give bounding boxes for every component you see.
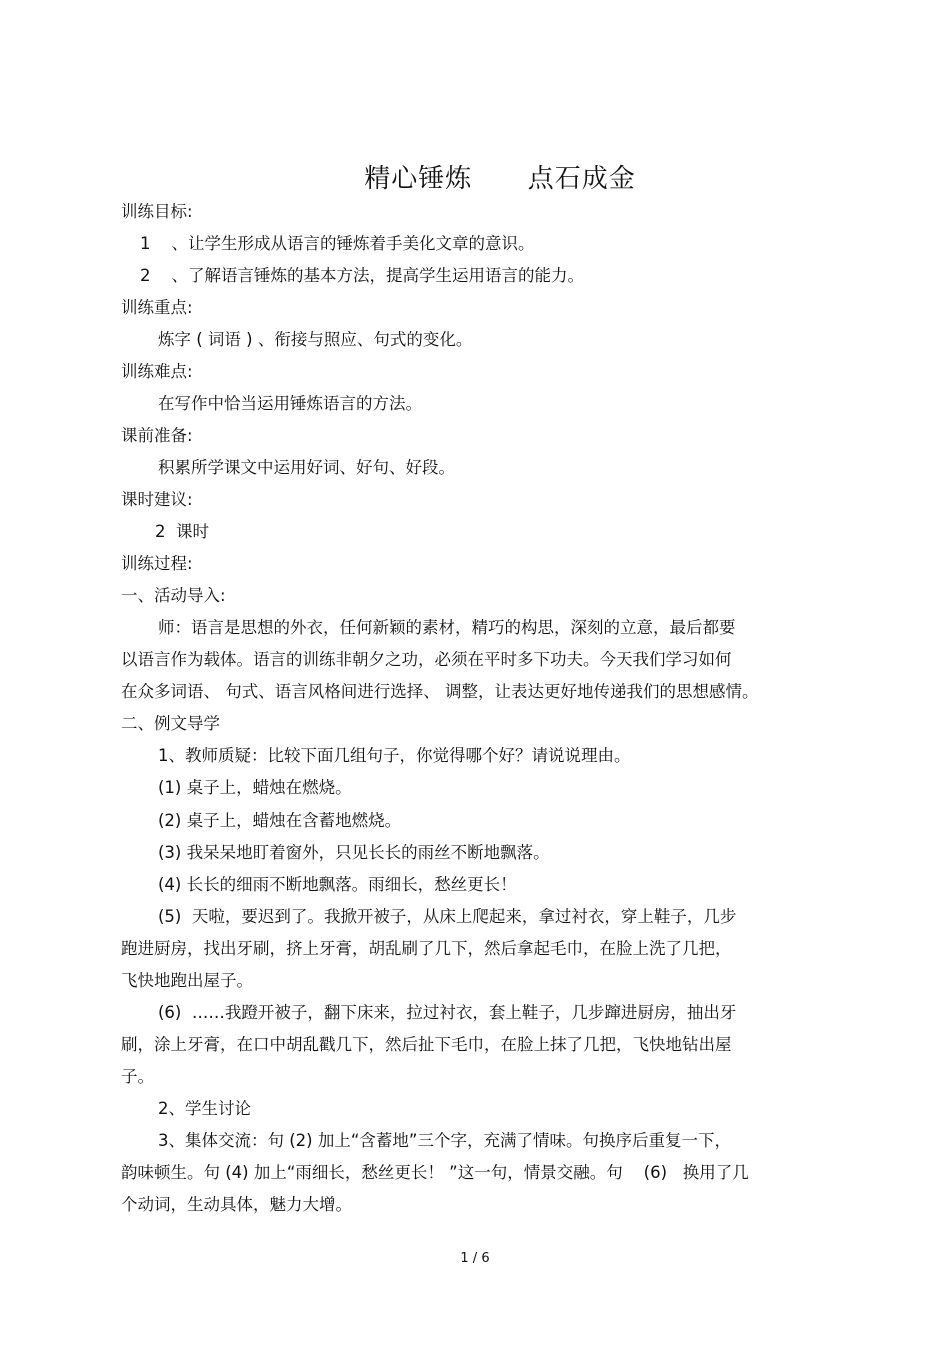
- question-2: 2、学生讨论: [158, 1099, 251, 1118]
- prep-text: 积累所学课文中运用好词、好句、好段。: [158, 458, 455, 477]
- goal-item-1: 1 、让学生形成从语言的锤炼着手美化文章的意识。: [140, 234, 535, 253]
- page-number: 1 / 6: [460, 1251, 490, 1266]
- question-1: 1、教师质疑：比较下面几组句子，你觉得哪个好？请说说理由。: [158, 746, 631, 765]
- prep-heading: 课前准备:: [121, 426, 193, 445]
- goal-item-2: 2 、了解语言锤炼的基本方法，提高学生运用语言的能力。: [140, 266, 584, 285]
- part1-paragraph-line: 师：语言是思想的外衣，任何新颖的素材，精巧的构思，深刻的立意，最后都要: [158, 618, 736, 637]
- sentence-6-line: 刷，涂上牙膏，在口中胡乱戳几下，然后扯下毛巾，在脸上抹了几把，飞快地钻出屋: [121, 1035, 732, 1054]
- sentence-5-line: (5) 天啦，要迟到了。我掀开被子，从床上爬起来，拿过衬衣，穿上鞋子，几步: [158, 907, 737, 926]
- part1-paragraph-line: 以语言作为载体。语言的训练非朝夕之功，必须在平时多下功夫。今天我们学习如何: [121, 650, 732, 669]
- difficulty-text: 在写作中恰当运用锤炼语言的方法。: [158, 394, 422, 413]
- process-heading: 训练过程:: [121, 554, 193, 573]
- question-3-line: 3、集体交流：句 (2) 加上“含蓄地”三个字，充满了情味。句换序后重复一下，: [158, 1131, 731, 1150]
- sentence-6-line: 子。: [121, 1067, 154, 1086]
- focus-text: 炼字 ( 词语 ) 、衔接与照应、句式的变化。: [158, 330, 473, 349]
- question-3-line: 个动词，生动具体，魅力大增。: [121, 1195, 352, 1214]
- question-3-line: 韵味顿生。句 (4) 加上“雨细长，愁丝更长！ ”这一句，情景交融。句 (6) 换用了几: [121, 1163, 749, 1182]
- part2-heading: 二、例文导学: [121, 714, 220, 733]
- sentence-6-line: (6) ……我蹬开被子，翻下床来，拉过衬衣，套上鞋子，几步蹿进厨房，抽出牙: [158, 1003, 737, 1022]
- sentence-2: (2) 桌子上，蜡烛在含蓄地燃烧。: [158, 811, 402, 830]
- hours-heading: 课时建议:: [121, 490, 193, 509]
- goal-heading: 训练目标:: [121, 202, 193, 221]
- difficulty-heading: 训练难点:: [121, 362, 193, 381]
- sentence-1: (1) 桌子上，蜡烛在燃烧。: [158, 778, 352, 797]
- sentence-5-line: 飞快地跑出屋子。: [121, 971, 253, 990]
- sentence-5-line: 跑进厨房，找出牙刷，挤上牙膏，胡乱刷了几下，然后拿起毛巾，在脸上洗了几把，: [121, 939, 732, 958]
- part1-paragraph-line: 在众多词语、 句式、语言风格间进行选择、 调整，让表达更好地传递我们的思想感情。: [121, 682, 759, 701]
- sentence-3: (3) 我呆呆地盯着窗外，只见长长的雨丝不断地飘落。: [158, 843, 550, 862]
- page-title: 精心锤炼 点石成金: [364, 164, 636, 194]
- part1-heading: 一、活动导入:: [121, 586, 226, 605]
- sentence-4: (4) 长长的细雨不断地飘落。雨细长，愁丝更长！: [158, 875, 517, 894]
- hours-text: 2 课时: [155, 522, 209, 541]
- focus-heading: 训练重点:: [121, 298, 193, 317]
